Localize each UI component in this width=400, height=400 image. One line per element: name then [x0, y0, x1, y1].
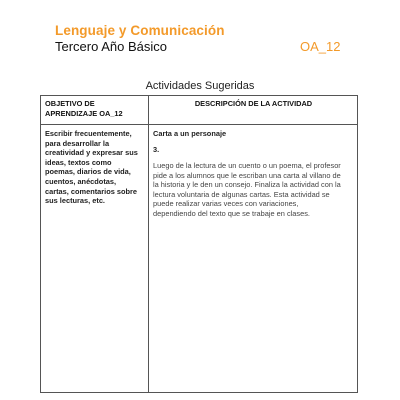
objective-text: Escribir frecuentemente, para desarrollar la creatividad y expresar sus ideas, textos como poemas, diarios de vida, cuentos, anécdotas, cartas, comentarios sobre sus lecturas, etc. [45, 129, 138, 206]
objective-column-header: OBJETIVO DE APRENDIZAJE OA_12 [45, 99, 123, 118]
subject-title: Lenguaje y Comunicación [55, 23, 225, 38]
section-title: Actividades Sugeridas [145, 80, 255, 92]
activity-title: Carta a un personaje [153, 129, 227, 138]
column-divider [148, 96, 149, 392]
grade-label: Tercero Año Básico [55, 39, 168, 54]
activity-number: 3. [153, 145, 160, 154]
activity-table [40, 95, 358, 393]
oa-code-label: OA_12 [300, 39, 341, 54]
header-row-divider [41, 124, 357, 125]
activity-description: Luego de la lectura de un cuento o un poema, el profesor pide a los alumnos que le escriban una carta al villano de la historia y le den un consejo. Finaliza la actividad con la lectura voluntaria de algunas cartas. Esta actividad se puede realizar varias veces con variaciones, dependiendo del texto que se trabaje en clases. [153, 161, 341, 218]
description-column-header: DESCRIPCIÓN DE LA ACTIVIDAD [194, 99, 313, 108]
